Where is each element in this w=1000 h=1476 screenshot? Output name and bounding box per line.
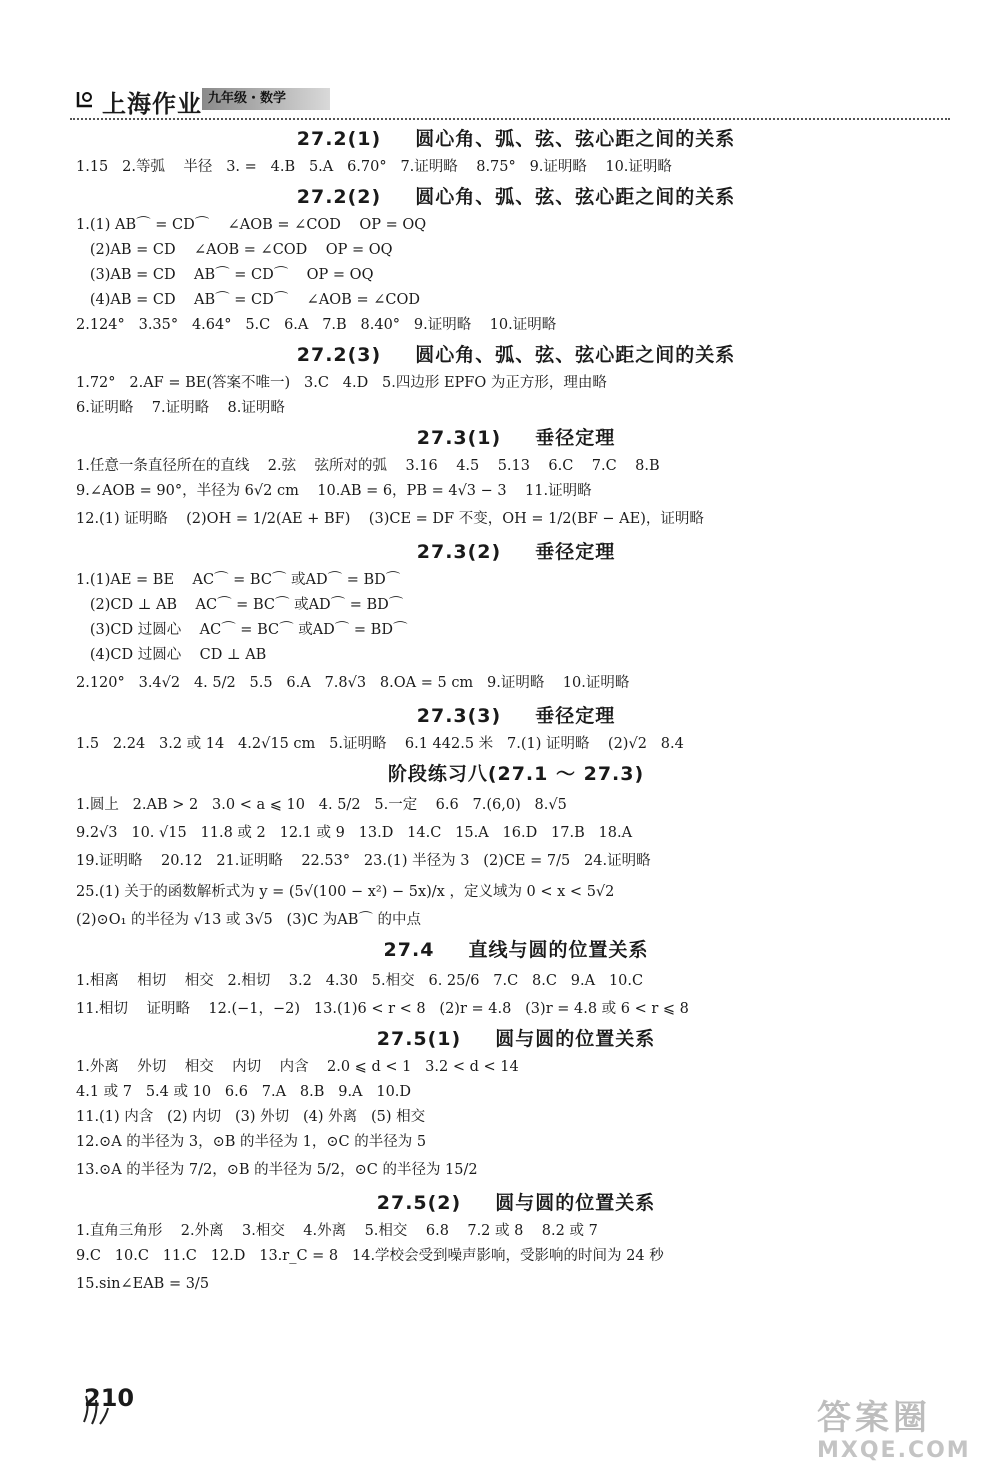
grade-subject-tag: 九年级・数学 (202, 88, 330, 110)
section-heading (76, 340, 956, 367)
section-title: 垂径定理 (535, 541, 616, 563)
section-title: 圆与圆的位置关系 (495, 1192, 656, 1214)
watermark (795, 1390, 995, 1470)
answer-line: 9.∠AOB = 90°，半径为 6√2 cm 10.AB = 6，PB = 4√3 − 3 11.证明略 (76, 483, 592, 499)
answer-line: 1.(1) AB⌒ = CD⌒ ∠AOB = ∠COD OP = OQ (76, 217, 427, 233)
brand-title: 上海作业 (102, 90, 202, 118)
section-title: 圆与圆的位置关系 (495, 1028, 656, 1050)
watermark-logo-text: 答案圈 (817, 1398, 931, 1438)
answer-line: 12.⊙A 的半径为 3，⊙B 的半径为 1，⊙C 的半径为 5 (76, 1134, 427, 1150)
page-number: 210 (84, 1384, 135, 1412)
answer-content (76, 122, 956, 1300)
section-title: 圆心角、弧、弦、弦心距之间的关系 (415, 344, 736, 366)
answer-line: (2)CD ⊥ AB AC⌒ = BC⌒ 或AD⌒ = BD⌒ (76, 597, 404, 613)
answer-line: 1.相离 相切 相交 2.相切 3.2 4.30 5.相交 6. 25/6 7.C 8.C 9.A 10.C (76, 973, 644, 989)
answer-line: 12.(1) 证明略 (2)OH = 1/2(AE + BF) (3)CE = DF 不变，OH = 1/2(BF − AE)，证明略 (76, 511, 704, 527)
answer-line: 25.(1) 关于的函数解析式为 y = (5√(100 − x²) − 5x)/x ，定义域为 0 < x < 5√2 (76, 884, 615, 900)
header-divider (70, 118, 950, 120)
answer-line: (2)AB = CD ∠AOB = ∠COD OP = OQ (76, 242, 393, 258)
section-title: 垂径定理 (535, 427, 616, 449)
answer-line: 15.sin∠EAB = 3/5 (76, 1276, 210, 1292)
section-number: 27.3(3) (416, 705, 502, 727)
section-title: 直线与圆的位置关系 (468, 939, 649, 961)
page-header (70, 82, 950, 118)
answer-line: 19.证明略 20.12 21.证明略 22.53° 23.(1) 半径为 3 (2)CE = 7/5 24.证明略 (76, 853, 651, 869)
answer-line: 2.124° 3.35° 4.64° 5.C 6.A 7.B 8.40° 9.证明略 10.证明略 (76, 317, 557, 333)
section-number: 27.2(1) (296, 128, 382, 150)
answer-line: 1.任意一条直径所在的直线 2.弦 弦所对的弧 3.16 4.5 5.13 6.C 7.C 8.B (76, 458, 660, 474)
section-number: 27.5(2) (376, 1192, 462, 1214)
section-heading (76, 701, 956, 728)
section-title: 垂径定理 (535, 705, 616, 727)
answer-line: 9.2√3 10. √15 11.8 或 2 12.1 或 9 13.D 14.C 15.A 16.D 17.B 18.A (76, 825, 633, 841)
answer-line: 13.⊙A 的半径为 7/2，⊙B 的半径为 5/2，⊙C 的半径为 15/2 (76, 1162, 478, 1178)
section-number: 27.4 (383, 939, 435, 961)
answer-line: (4)AB = CD AB⌒ = CD⌒ ∠AOB = ∠COD (76, 292, 420, 308)
section-title: 圆心角、弧、弦、弦心距之间的关系 (415, 186, 736, 208)
answer-line: 11.(1) 内含 (2) 内切 (3) 外切 (4) 外离 (5) 相交 (76, 1109, 426, 1125)
answer-line: 4.1 或 7 5.4 或 10 6.6 7.A 8.B 9.A 10.D (76, 1084, 412, 1100)
brand-logo-icon (74, 88, 96, 110)
answer-line: 9.C 10.C 11.C 12.D 13.r_C = 8 14.学校会受到噪声影响，受影响的时间为 24 秒 (76, 1248, 664, 1264)
section-number: 27.2(2) (296, 186, 382, 208)
answer-line: (4)CD 过圆心 CD ⊥ AB (76, 647, 267, 663)
section-number: 27.2(3) (296, 344, 382, 366)
answer-line: 1.直角三角形 2.外离 3.相交 4.外离 5.相交 6.8 7.2 或 8 8.2 或 7 (76, 1223, 598, 1239)
answer-line: 11.相切 证明略 12.(−1，−2) 13.(1)6 < r < 8 (2)r = 4.8 (3)r = 4.8 或 6 < r ⩽ 8 (76, 1001, 689, 1017)
answer-line: 1.15 2.等弧 半径 3. = 4.B 5.A 6.70° 7.证明略 8.75° 9.证明略 10.证明略 (76, 159, 672, 175)
section-number: 27.3(1) (416, 427, 502, 449)
answer-line: 1.圆上 2.AB > 2 3.0 < a ⩽ 10 4. 5/2 5.一定 6.6 7.(6,0) 8.√5 (76, 797, 567, 813)
answer-line: (3)AB = CD AB⌒ = CD⌒ OP = OQ (76, 267, 374, 283)
section-heading (76, 182, 956, 209)
answer-line: 2.120° 3.4√2 4. 5/2 5.5 6.A 7.8√3 8.OA = 5 cm 9.证明略 10.证明略 (76, 675, 630, 691)
answer-line: 1.5 2.24 3.2 或 14 4.2√15 cm 5.证明略 6.1 442.5 米 7.(1) 证明略 (2)√2 8.4 (76, 736, 684, 752)
answer-line: (2)⊙O₁ 的半径为 √13 或 3√5 (3)C 为AB⌒ 的中点 (76, 912, 422, 928)
section-title: 圆心角、弧、弦、弦心距之间的关系 (415, 128, 736, 150)
section-heading (76, 1024, 956, 1051)
answer-line: (3)CD 过圆心 AC⌒ = BC⌒ 或AD⌒ = BD⌒ (76, 622, 408, 638)
section-number: 27.5(1) (376, 1028, 462, 1050)
section-heading (76, 1188, 956, 1215)
section-heading (76, 124, 956, 151)
answer-line: 1.72° 2.AF = BE(答案不唯一) 3.C 4.D 5.四边形 EPFO 为正方形，理由略 (76, 375, 607, 391)
watermark-url: MXQE.COM (817, 1438, 971, 1463)
section-heading (76, 759, 956, 786)
section-heading (76, 935, 956, 962)
section-title: 阶段练习八(27.1 ～ 27.3) (387, 763, 645, 785)
section-heading (76, 537, 956, 564)
answer-line: 6.证明略 7.证明略 8.证明略 (76, 400, 285, 416)
section-heading (76, 423, 956, 450)
section-number: 27.3(2) (416, 541, 502, 563)
answer-line: 1.(1)AE = BE AC⌒ = BC⌒ 或AD⌒ = BD⌒ (76, 572, 401, 588)
answer-line: 1.外离 外切 相交 内切 内含 2.0 ⩽ d < 1 3.2 < d < 14 (76, 1059, 519, 1075)
